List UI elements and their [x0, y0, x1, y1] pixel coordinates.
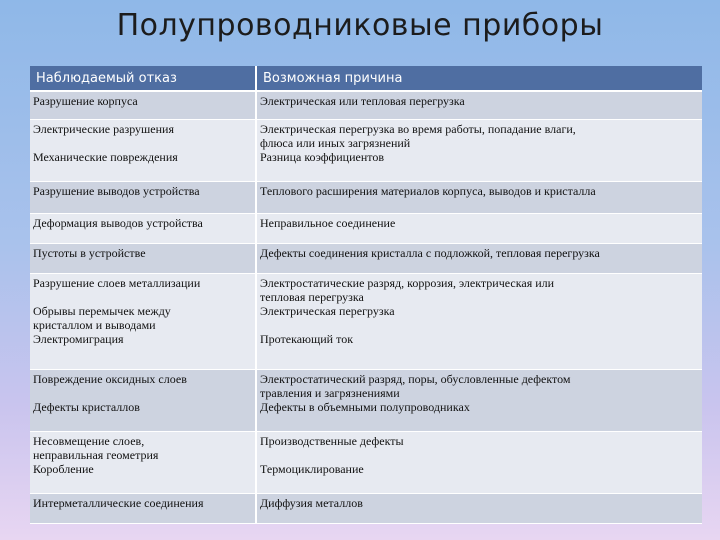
cause-line: Разница коэффициентов	[260, 149, 385, 164]
failure-line: неправильная геометрия	[33, 447, 159, 462]
failure-line: Деформация выводов устройства	[33, 215, 203, 230]
table-row	[30, 91, 702, 119]
cause-line: Термоциклирование	[260, 461, 364, 476]
failure-cell	[30, 369, 256, 431]
table-row	[30, 431, 702, 493]
page-title: Полупроводниковые приборы	[116, 8, 604, 43]
cause-cell	[256, 181, 702, 213]
failure-cell	[30, 119, 256, 181]
failure-cell	[30, 213, 256, 243]
failure-line: Разрушение слоев металлизации	[33, 275, 201, 290]
failure-cell	[30, 493, 256, 523]
failure-line: Разрушение выводов устройства	[33, 183, 200, 198]
failure-line: Дефекты кристаллов	[33, 399, 140, 414]
cause-line: флюса или иных загрязнений	[260, 135, 411, 150]
cause-line: Электрическая перегрузка во время работы, попадание влаги,	[260, 121, 576, 136]
cause-cell	[256, 119, 702, 181]
cause-cell	[256, 493, 702, 523]
cause-line: Неправильное соединение	[260, 215, 396, 230]
failure-line: Механические повреждения	[33, 149, 178, 164]
cause-cell	[256, 369, 702, 431]
failure-line: Электрические разрушения	[33, 121, 174, 136]
failure-line: Разрушение корпуса	[33, 94, 138, 108]
failure-cell	[30, 243, 256, 273]
cause-line: Электрическая перегрузка	[260, 303, 395, 318]
table-row	[30, 493, 702, 523]
cause-line: Электростатический разряд, поры, обусловленные дефектом	[260, 371, 571, 386]
failure-line	[33, 136, 252, 150]
table-row	[30, 273, 702, 369]
table-row	[30, 119, 702, 181]
failure-cell	[30, 273, 256, 369]
failure-line: Несовмещение слоев,	[33, 433, 145, 448]
header-cause: Возможная причина	[256, 66, 702, 91]
failure-cause-table	[30, 66, 702, 524]
cause-line: Дефекты соединения кристалла с подложкой, тепловая перегрузка	[260, 245, 600, 260]
cause-line: Производственные дефекты	[260, 433, 404, 448]
failure-line: Обрывы перемычек между	[33, 303, 171, 318]
table-row	[30, 213, 702, 243]
cause-line: травления и загрязнениями	[260, 385, 400, 400]
cause-line: Электростатические разряд, коррозия, электрическая или	[260, 275, 555, 290]
cause-cell	[256, 243, 702, 273]
cause-cell	[256, 273, 702, 369]
failure-line: кристаллом и выводами	[33, 317, 156, 332]
failure-cell	[30, 181, 256, 213]
cause-cell	[256, 91, 702, 119]
cause-line: Электрическая или тепловая перегрузка	[260, 94, 465, 108]
failure-line: Повреждение оксидных слоев	[33, 371, 187, 386]
failure-line: Пустоты в устройстве	[33, 245, 146, 260]
cause-cell	[256, 431, 702, 493]
failure-line: Коробление	[33, 461, 94, 476]
cause-line: тепловая перегрузка	[260, 289, 364, 304]
cause-line	[260, 448, 699, 462]
failure-cell	[30, 91, 256, 119]
cause-line: Дефекты в объемными полупроводниках	[260, 399, 470, 414]
failure-line: Интерметаллические соединения	[33, 495, 204, 510]
cause-line	[260, 318, 699, 332]
cause-line: Протекающий ток	[260, 331, 354, 346]
failure-line	[33, 290, 252, 304]
failure-line: Электромиграция	[33, 331, 124, 346]
table-row	[30, 243, 702, 273]
failure-line	[33, 386, 252, 400]
table-header-row	[30, 66, 702, 91]
cause-line: Теплового расширения материалов корпуса, выводов и кристалла	[260, 183, 596, 198]
table-row	[30, 181, 702, 213]
header-failure: Наблюдаемый отказ	[30, 66, 256, 91]
cause-cell	[256, 213, 702, 243]
cause-line: Диффузия металлов	[260, 495, 363, 510]
table-row	[30, 369, 702, 431]
failure-cell	[30, 431, 256, 493]
